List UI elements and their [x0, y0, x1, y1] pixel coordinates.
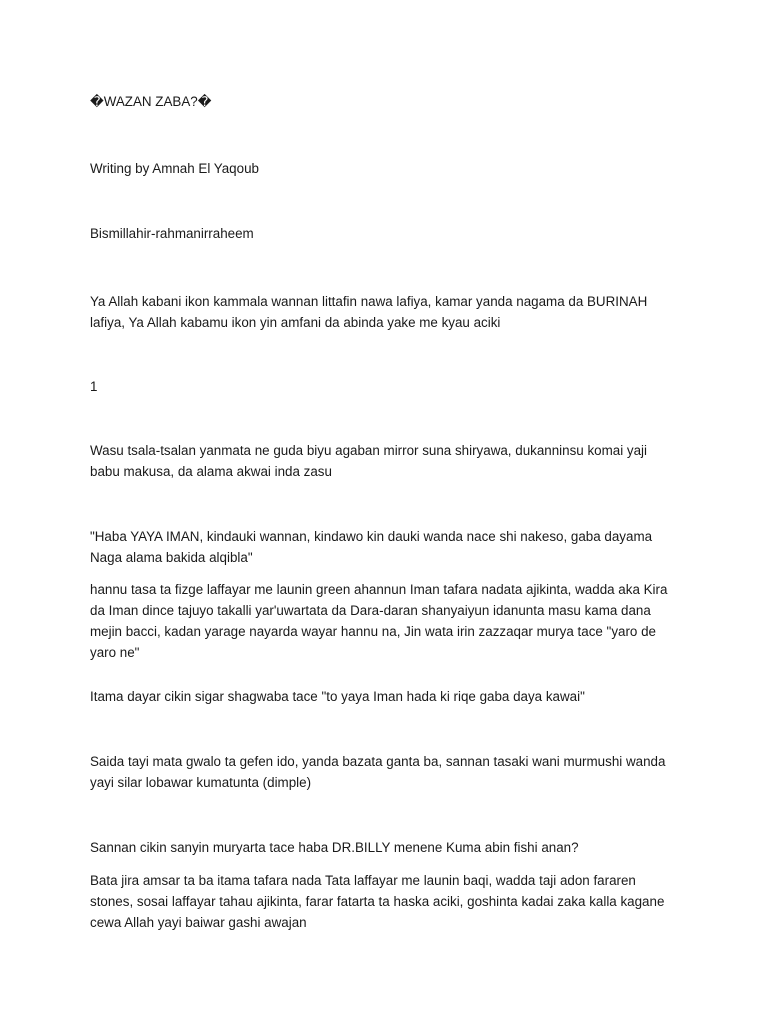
opening-prayer: Ya Allah kabani ikon kammala wannan littafin nawa lafiya, kamar yanda nagama da BURINAH lafiya, Ya Allah kabamu ikon yin amfani da abinda yake me kyau aciki — [90, 294, 648, 330]
paragraph-1: Wasu tsala-tsalan yanmata ne guda biyu agaban mirror suna shiryawa, dukanninsu komai yaji babu makusa, da alama akwai inda zasu — [90, 443, 647, 479]
paragraph-6: Sannan cikin sanyin muryarta tace haba DR.BILLY menene Kuma abin fishi anan? — [90, 840, 579, 855]
paragraph-7: Bata jira amsar ta ba itama tafara nada Tata laffayar me launin baqi, wadda taji adon fararen stones, sosai laffayar tahau ajikinta, farar fatarta ta haska aciki, goshinta kadai zaka kalla kagane cewa Allah yayi baiwar gashi awajan — [90, 873, 665, 930]
chapter-number: 1 — [90, 379, 98, 394]
paragraph-5: Saida tayi mata gwalo ta gefen ido, yanda bazata ganta ba, sannan tasaki wani murmushi wanda yayi silar lobawar kumatunta (dimple) — [90, 754, 666, 790]
paragraph-3: hannu tasa ta fizge laffayar me launin green ahannun Iman tafara nadata ajikinta, wadda aka Kira da Iman dince tajuyo takalli yar'uwartata da Dara-daran shanyaiyun idanunta masu kama dana mejin bacci, kadan yarage nayarda wayar hannu na, Jin wata irin zazzaqar murya tace "yaro de yaro ne" — [90, 582, 668, 660]
paragraph-2: "Haba YAYA IMAN, kindauki wannan, kindawo kin dauki wanda nace shi nakeso, gaba dayama Naga alama bakida alqibla" — [90, 529, 653, 565]
author-line: Writing by Amnah El Yaqoub — [90, 161, 259, 176]
basmala-line: Bismillahir-rahmanirraheem — [90, 226, 254, 241]
paragraph-4: Itama dayar cikin sigar shagwaba tace "to yaya Iman hada ki riqe gaba daya kawai" — [90, 689, 585, 704]
document-title: �WAZAN ZABA?� — [90, 94, 212, 109]
